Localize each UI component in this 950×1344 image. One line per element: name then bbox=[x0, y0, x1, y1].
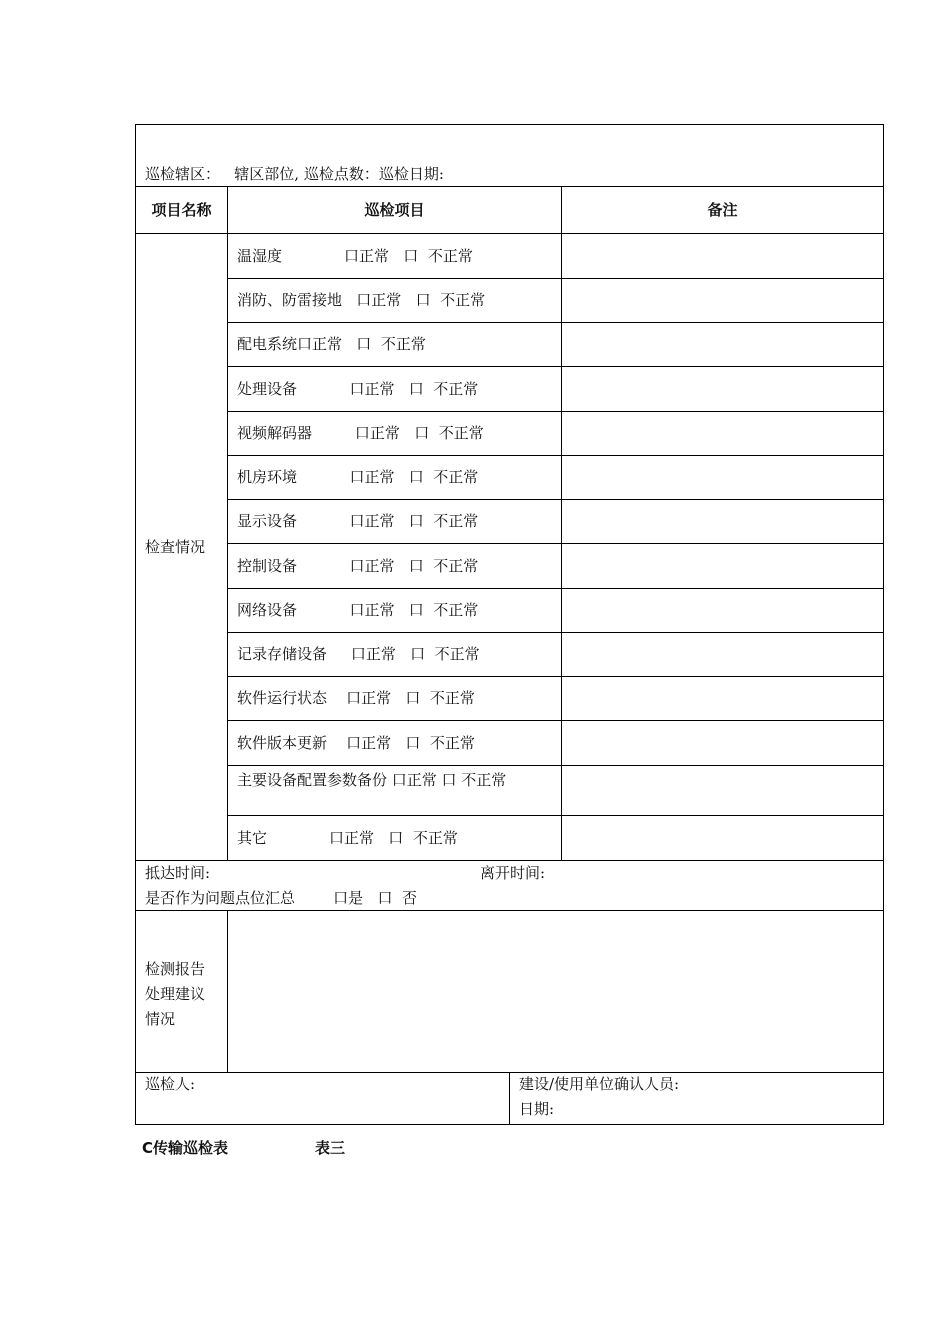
divider bbox=[227, 588, 884, 589]
list-item: 视频解码器 口正常 口 不正常 bbox=[237, 424, 484, 442]
list-item: 消防、防雷接地 口正常 口 不正常 bbox=[237, 291, 486, 309]
divider bbox=[227, 765, 884, 766]
divider bbox=[227, 676, 884, 677]
list-item: 软件运行状态 口正常 口 不正常 bbox=[237, 689, 475, 707]
list-item: 控制设备 口正常 口 不正常 bbox=[237, 557, 479, 575]
inspection-header-line: 巡检辖区： 辖区部位, 巡检点数：巡检日期: bbox=[145, 165, 444, 183]
divider bbox=[135, 910, 884, 911]
arrival-time-label: 抵达时间: bbox=[145, 864, 211, 882]
date-label: 日期: bbox=[519, 1100, 555, 1118]
divider bbox=[135, 186, 884, 187]
divider bbox=[227, 186, 228, 860]
table-caption-number: 表三 bbox=[315, 1139, 346, 1157]
list-item: 显示设备 口正常 口 不正常 bbox=[237, 512, 479, 530]
section-label-check-status: 检查情况 bbox=[145, 538, 206, 556]
divider bbox=[561, 186, 562, 860]
divider bbox=[227, 543, 884, 544]
divider bbox=[227, 455, 884, 456]
list-item: 其它 口正常 口 不正常 bbox=[237, 829, 458, 847]
list-item: 处理设备 口正常 口 不正常 bbox=[237, 380, 479, 398]
column-header-item: 巡检项目 bbox=[364, 201, 425, 219]
list-item: 温湿度 口正常 口 不正常 bbox=[237, 247, 473, 265]
divider bbox=[227, 411, 884, 412]
list-item: 软件版本更新 口正常 口 不正常 bbox=[237, 734, 475, 752]
divider bbox=[135, 233, 884, 234]
divider bbox=[227, 322, 884, 323]
divider bbox=[227, 632, 884, 633]
divider bbox=[227, 278, 884, 279]
divider bbox=[227, 366, 884, 367]
leave-time-label: 离开时间: bbox=[480, 864, 546, 882]
table-caption-title: C传输巡检表 bbox=[142, 1139, 229, 1157]
divider bbox=[227, 720, 884, 721]
report-label-line3: 情况 bbox=[145, 1010, 176, 1028]
inspector-label: 巡检人: bbox=[145, 1075, 196, 1093]
report-label-line2: 处理建议 bbox=[145, 985, 206, 1003]
divider bbox=[135, 860, 884, 861]
list-item: 主要设备配置参数备份 口正常 口 不正常 bbox=[237, 771, 507, 789]
list-item: 记录存储设备 口正常 口 不正常 bbox=[237, 645, 480, 663]
report-label-line1: 检测报告 bbox=[145, 960, 206, 978]
divider bbox=[227, 815, 884, 816]
divider bbox=[227, 499, 884, 500]
list-item: 网络设备 口正常 口 不正常 bbox=[237, 601, 479, 619]
column-header-remark: 备注 bbox=[707, 201, 738, 219]
divider bbox=[509, 1072, 510, 1125]
list-item: 机房环境 口正常 口 不正常 bbox=[237, 468, 479, 486]
summary-question: 是否作为问题点位汇总 口是 口 否 bbox=[145, 889, 417, 907]
inspection-form-table bbox=[135, 124, 884, 1125]
column-header-name: 项目名称 bbox=[151, 201, 212, 219]
divider bbox=[227, 910, 228, 1072]
list-item: 配电系统口正常 口 不正常 bbox=[237, 335, 426, 353]
confirm-person-label: 建设/使用单位确认人员: bbox=[519, 1075, 680, 1093]
